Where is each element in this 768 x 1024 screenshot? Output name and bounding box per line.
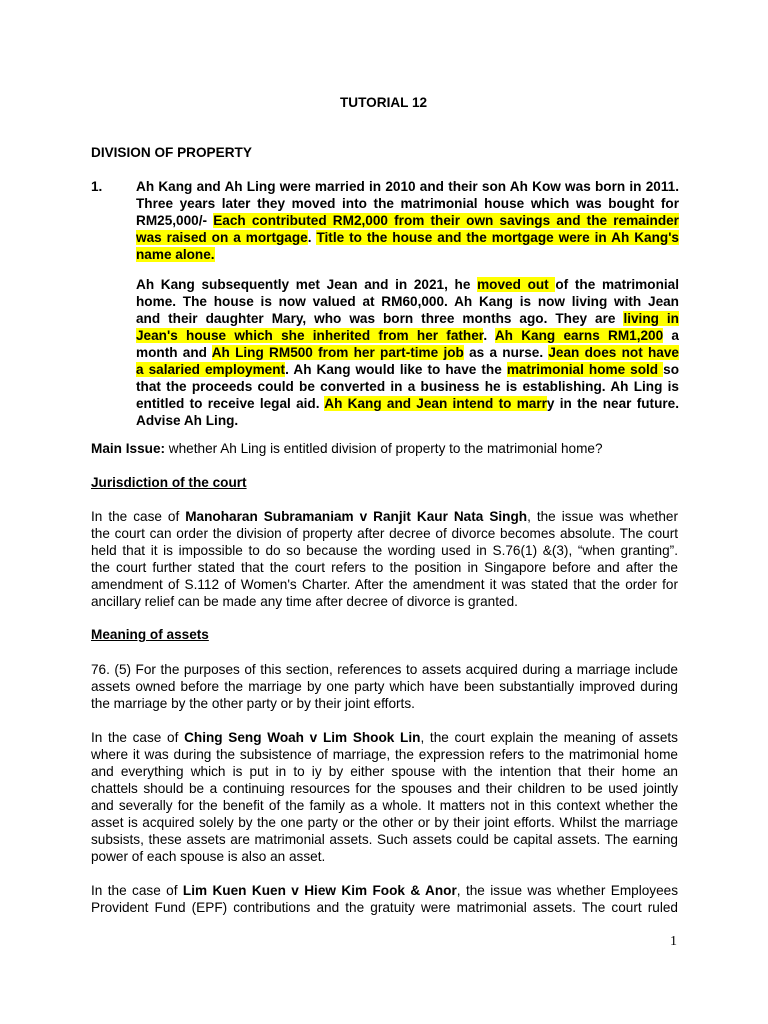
highlight: name alone. — [136, 247, 215, 262]
highlight: Each contributed RM2,000 from their own savings and the remainder — [213, 213, 679, 228]
body-line: and everything which is put in to iy by either spouse with the intention that their home an — [91, 764, 678, 779]
highlight: Jean does not have — [548, 345, 679, 360]
assets-heading: Meaning of assets — [91, 627, 209, 642]
question-line: RM25,000/- Each contributed RM2,000 from their own savings and the remainder — [136, 213, 679, 228]
highlight: living in — [623, 311, 679, 326]
statute-line: the marriage by the other party or by their joint efforts. — [91, 696, 415, 711]
body-line: and severally for the benefit of the family as a whole. It matters not in this context whether the — [91, 798, 678, 813]
statute-line: assets owned before the marriage by one party which have been substantially improved during — [91, 679, 678, 694]
highlight: moved out — [477, 277, 556, 292]
highlight: a salaried employment — [136, 362, 286, 377]
page-number: 1 — [670, 934, 677, 949]
question-line: Ah Kang and Ah Ling were married in 2010 and their son Ah Kow was born in 2011. — [136, 179, 679, 194]
section-heading: DIVISION OF PROPERTY — [91, 145, 252, 160]
question-line: Advise Ah Ling. — [136, 413, 239, 428]
body-line: subsists, these assets are matrimonial assets. Such assets could be capital assets. The earning — [91, 832, 678, 847]
question-line: that the proceeds could be converted in a business he is establishing. Ah Ling is — [136, 379, 679, 394]
highlight: Title to the house and the mortgage were in Ah Kang's — [316, 230, 679, 245]
body-line: In the case of Lim Kuen Kuen v Hiew Kim Fook & Anor, the issue was whether Employees — [91, 883, 678, 898]
case-name: Ching Seng Woah v Lim Shook Lin — [184, 730, 421, 745]
body-line: ancillary relief can be made any time after decree of divorce is granted. — [91, 594, 518, 609]
body-line: In the case of Ching Seng Woah v Lim Shook Lin, the court explain the meaning of assets — [91, 730, 678, 745]
question-line: Ah Kang subsequently met Jean and in 2021, he moved out of the matrimonial — [136, 277, 679, 292]
body-line: the court can order the division of property after decree of divorce becomes absolute. The court — [91, 526, 678, 541]
body-line: where it was during the subsistence of marriage, the expression refers to the matrimonial home — [91, 747, 678, 762]
question-line: home. The house is now valued at RM60,000. Ah Kang is now living with Jean — [136, 294, 679, 309]
statute-line: 76. (5) For the purposes of this section, references to assets acquired during a marriage include — [91, 662, 678, 677]
body-line: asset is acquired solely by the one party or the other or by their joint efforts. Whilst the marriage — [91, 815, 678, 830]
highlight: Ah Ling RM500 from her part-time job — [211, 345, 464, 360]
question-number: 1. — [91, 179, 103, 194]
question-line: a salaried employment. Ah Kang would like to have the matrimonial home sold so — [136, 362, 680, 377]
body-line: Provident Fund (EPF) contributions and the gratuity were matrimonial assets. The court ruled — [91, 900, 678, 915]
body-line: amendment of S.112 of Women's Charter. After the amendment it was stated that the order for — [91, 577, 678, 592]
case-name: Manoharan Subramaniam v Ranjit Kaur Nata Singh — [185, 509, 528, 524]
question-line: entitled to receive legal aid. Ah Kang and Jean intend to marry in the near future. — [136, 396, 680, 411]
body-line: power of each spouse is also an asset. — [91, 849, 326, 864]
question-line: and their daughter Mary, who was born three months ago. They are living in — [136, 311, 679, 326]
body-line: held that it is impossible to do so because the wording used in S.76(1) &(3), “when granting”. — [91, 543, 678, 558]
highlight: Ah Kang and Jean intend to marr — [324, 396, 547, 411]
question-line: Three years later they moved into the matrimonial house which was bought for — [136, 196, 679, 211]
body-line: In the case of Manoharan Subramaniam v Ranjit Kaur Nata Singh, the issue was whether — [91, 509, 678, 524]
body-line: chattels should be a continuing resources for the spouses and their children to be used jointly — [91, 781, 678, 796]
highlight: was raised on a mortgage — [136, 230, 308, 245]
jurisdiction-heading: Jurisdiction of the court — [91, 475, 247, 490]
page-title: TUTORIAL 12 — [340, 95, 428, 110]
highlight: matrimonial home sold — [506, 362, 664, 377]
question-line: was raised on a mortgage. Title to the house and the mortgage were in Ah Kang's — [136, 230, 679, 245]
body-line: the court further stated that the court refers to the position in Singapore before and after the — [91, 560, 678, 575]
main-issue: Main Issue: whether Ah Ling is entitled division of property to the matrimonial home? — [91, 441, 603, 456]
highlight: Jean's house which she inherited from her father — [136, 328, 484, 343]
question-line: month and Ah Ling RM500 from her part-time job as a nurse. Jean does not have — [136, 345, 679, 360]
case-name: Lim Kuen Kuen v Hiew Kim Fook & Anor — [182, 883, 457, 898]
question-line: Jean's house which she inherited from her father. Ah Kang earns RM1,200 a — [136, 328, 679, 343]
highlight: Ah Kang earns RM1,200 — [494, 328, 664, 343]
question-line — [136, 246, 679, 263]
